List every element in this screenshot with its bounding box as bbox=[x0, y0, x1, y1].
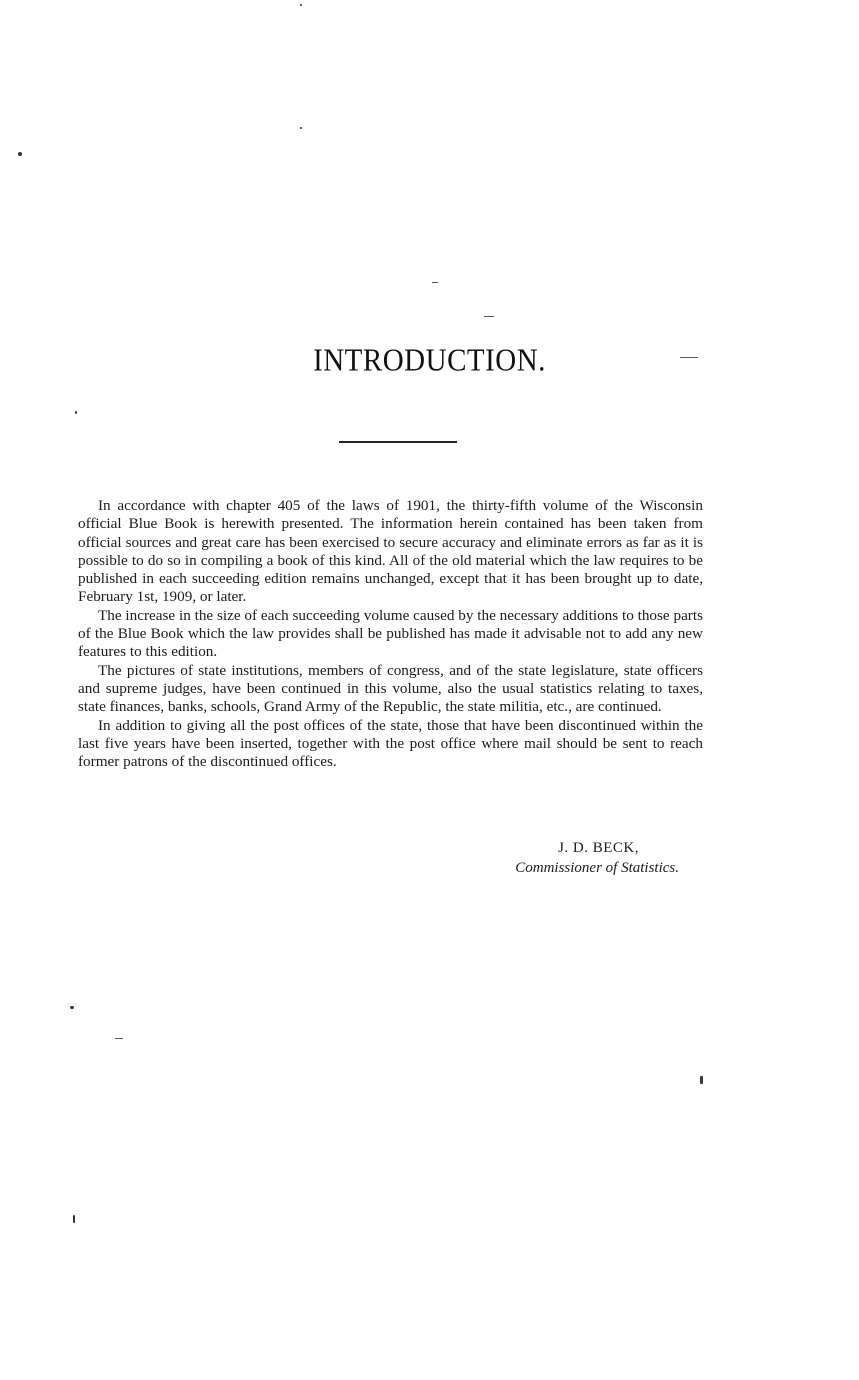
paragraph-1: In accordance with chapter 405 of the laws of 1901, the thirty-fifth volume of the Wisconsin official Blue Book is herewith presented. The information herein contained has been taken from official sources and great care has been exercised to secure accuracy and eliminate errors as far as it is possible to do so in compiling a book of this kind. All of the old material which the law requires to be published in each succeeding edition remains unchanged, except that it has been brought up to date, February 1st, 1909, or later. bbox=[78, 497, 703, 606]
scan-speck bbox=[18, 152, 22, 156]
introduction-body bbox=[78, 497, 703, 771]
signature-name: J. D. BECK, bbox=[558, 840, 639, 856]
scan-dash bbox=[432, 282, 438, 283]
paragraph-4: In addition to giving all the post offices of the state, those that have been discontinued within the last five years have been inserted, together with the post office where mail should be sent to reach former patrons of the discontinued offices. bbox=[78, 716, 703, 771]
scan-speck bbox=[70, 1006, 74, 1009]
scan-speck bbox=[300, 127, 302, 129]
scan-speck bbox=[700, 1076, 703, 1084]
scan-dash bbox=[680, 357, 698, 358]
scan-speck bbox=[75, 411, 77, 414]
scan-dash bbox=[484, 316, 494, 317]
title-rule bbox=[339, 441, 457, 443]
scan-dash bbox=[115, 1038, 123, 1039]
signature-block bbox=[515, 838, 679, 878]
scan-speck bbox=[73, 1215, 75, 1223]
paragraph-3: The pictures of state institutions, members of congress, and of the state legislature, state officers and supreme judges, have been continued in this volume, also the usual statistics relating to taxes, state finances, banks, schools, Grand Army of the Republic, the state militia, etc., are continued. bbox=[78, 661, 703, 716]
paragraph-2: The increase in the size of each succeeding volume caused by the necessary additions to those parts of the Blue Book which the law provides shall be published has made it advisable not to add any new features to this edition. bbox=[78, 606, 703, 661]
page-title: INTRODUCTION. bbox=[313, 343, 546, 379]
scan-speck bbox=[300, 4, 302, 6]
signature-title: Commissioner of Statistics. bbox=[515, 860, 679, 876]
